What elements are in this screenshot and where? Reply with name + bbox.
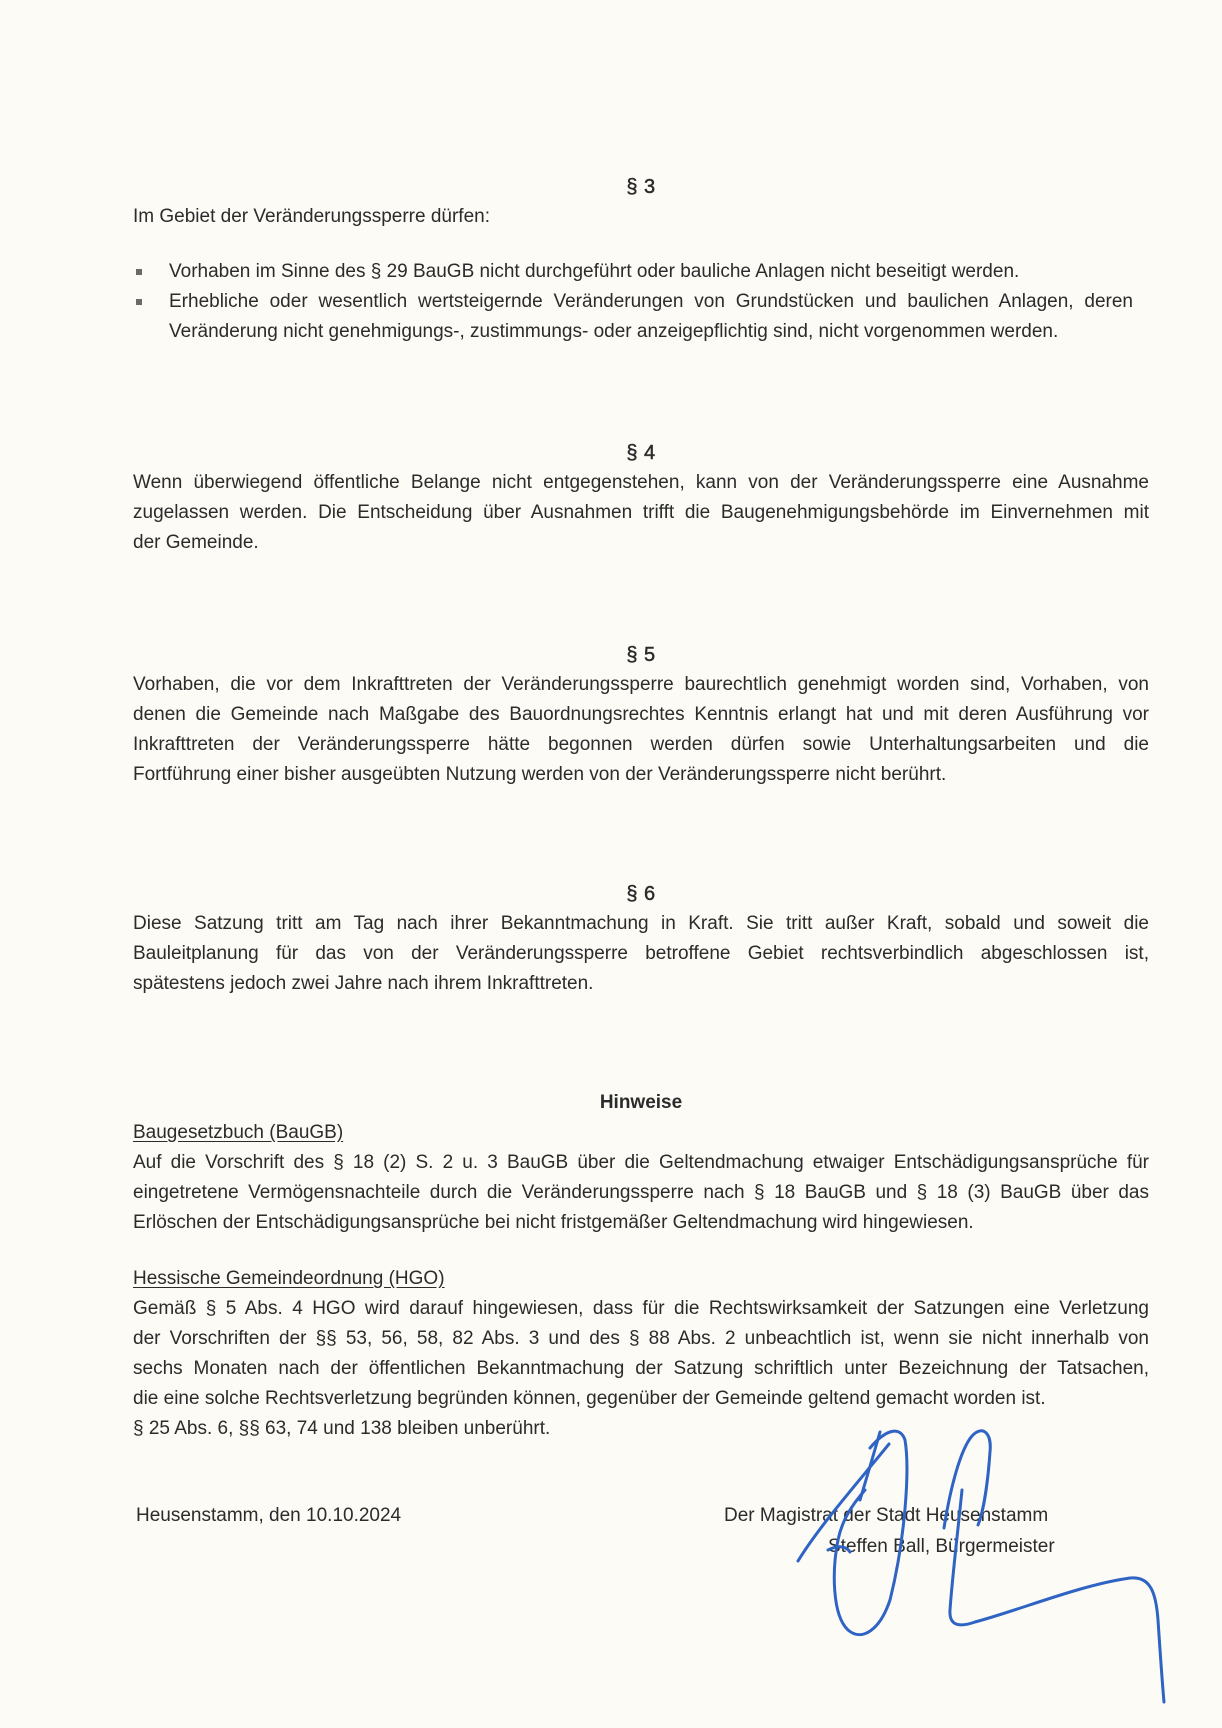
paragraph-line: zugelassen werden. Die Entscheidung über Ausnahmen trifft die Baugenehmigungsbehörde im Einvernehmen mit — [133, 502, 1149, 523]
bullet-icon — [136, 269, 142, 275]
paragraph-line: Fortführung einer bisher ausgeübten Nutzung werden von der Veränderungssperre nicht berührt. — [133, 764, 947, 785]
notes-subheading-baugb: Baugesetzbuch (BauGB) — [133, 1122, 344, 1143]
section-3 — [133, 172, 1149, 202]
section-heading: § 5 — [626, 644, 656, 666]
section-5 — [133, 640, 1149, 790]
paragraph-line: Wenn überwiegend öffentliche Belange nicht entgegenstehen, kann von der Veränderungssperre eine Ausnahme — [133, 472, 1149, 493]
paragraph-line: Auf die Vorschrift des § 18 (2) S. 2 u. 3 BauGB über die Geltendmachung etwaiger Entschädigungsansprüche für — [133, 1152, 1149, 1173]
paragraph-line: denen die Gemeinde nach Maßgabe des Bauordnungsrechtes Kenntnis erlangt hat und mit deren Ausführung vor — [133, 704, 1149, 725]
paragraph-line: Veränderung nicht genehmigungs-, zustimmungs- oder anzeigepflichtig sind, nicht vorgenommen werden. — [169, 321, 1059, 342]
bullet-icon — [136, 299, 142, 305]
signatory: Steffen Ball, Bürgermeister — [828, 1536, 1055, 1557]
section-heading: § 3 — [626, 176, 656, 198]
paragraph-line: Erlöschen der Entschädigungsansprüche bei nicht fristgemäßer Geltendmachung wird hingewiesen. — [133, 1212, 974, 1233]
paragraph-line: Im Gebiet der Veränderungssperre dürfen: — [133, 206, 490, 227]
place-date: Heusenstamm, den 10.10.2024 — [136, 1505, 402, 1526]
notes-section — [133, 1088, 1149, 1238]
section-heading: § 6 — [626, 883, 656, 905]
section-6 — [133, 879, 1149, 999]
section-4 — [133, 438, 1149, 558]
paragraph-line: sechs Monaten nach der öffentlichen Bekanntmachung der Satzung schriftlich unter Bezeichnung der Tatsachen, — [133, 1358, 1149, 1379]
paragraph-line: Vorhaben, die vor dem Inkrafttreten der Veränderungssperre baurechtlich genehmigt worden sind, Vorhaben, von — [133, 674, 1149, 695]
paragraph-line: Vorhaben im Sinne des § 29 BauGB nicht durchgeführt oder bauliche Anlagen nicht beseitigt werden. — [169, 261, 1020, 282]
paragraph-line: Erhebliche oder wesentlich wertsteigernde Veränderungen von Grundstücken und baulichen Anlagen, deren — [169, 291, 1133, 312]
paragraph-line: eingetretene Vermögensnachteile durch die Veränderungssperre nach § 18 BauGB und § 18 (3) BauGB über das — [133, 1182, 1149, 1203]
section-heading: § 4 — [626, 442, 656, 464]
paragraph-line: Bauleitplanung für das von der Veränderungssperre betroffene Gebiet rechtsverbindlich abgeschlossen ist, — [133, 943, 1149, 964]
notes-hgo — [133, 1264, 1149, 1444]
issuing-authority: Der Magistrat der Stadt Heusenstamm — [724, 1505, 1049, 1526]
paragraph-line: Diese Satzung tritt am Tag nach ihrer Bekanntmachung in Kraft. Sie tritt außer Kraft, sobald und soweit die — [133, 913, 1149, 934]
paragraph-line: der Gemeinde. — [133, 532, 259, 553]
paragraph-line: Inkrafttreten der Veränderungssperre hätte begonnen werden dürfen sowie Unterhaltungsarbeiten und die — [133, 734, 1149, 755]
list-item-text — [169, 287, 1133, 347]
paragraph-line: Gemäß § 5 Abs. 4 HGO wird darauf hingewiesen, dass für die Rechtswirksamkeit der Satzungen eine Verletzung — [133, 1298, 1149, 1319]
list-item-text — [169, 257, 1133, 287]
notes-heading: Hinweise — [599, 1092, 683, 1113]
paragraph-line: die eine solche Rechtsverletzung begründen können, gegenüber der Gemeinde geltend gemacht worden ist. — [133, 1388, 1046, 1409]
paragraph-line: § 25 Abs. 6, §§ 63, 74 und 138 bleiben unberührt. — [133, 1418, 551, 1439]
paragraph-line: der Vorschriften der §§ 53, 56, 58, 82 Abs. 3 und des § 88 Abs. 2 unbeachtlich ist, wenn sie nicht innerhalb von — [133, 1328, 1149, 1349]
notes-subheading-hgo: Hessische Gemeindeordnung (HGO) — [133, 1268, 445, 1289]
paragraph-line: spätestens jedoch zwei Jahre nach ihrem Inkrafttreten. — [133, 973, 594, 994]
section-3-intro — [133, 202, 1149, 232]
